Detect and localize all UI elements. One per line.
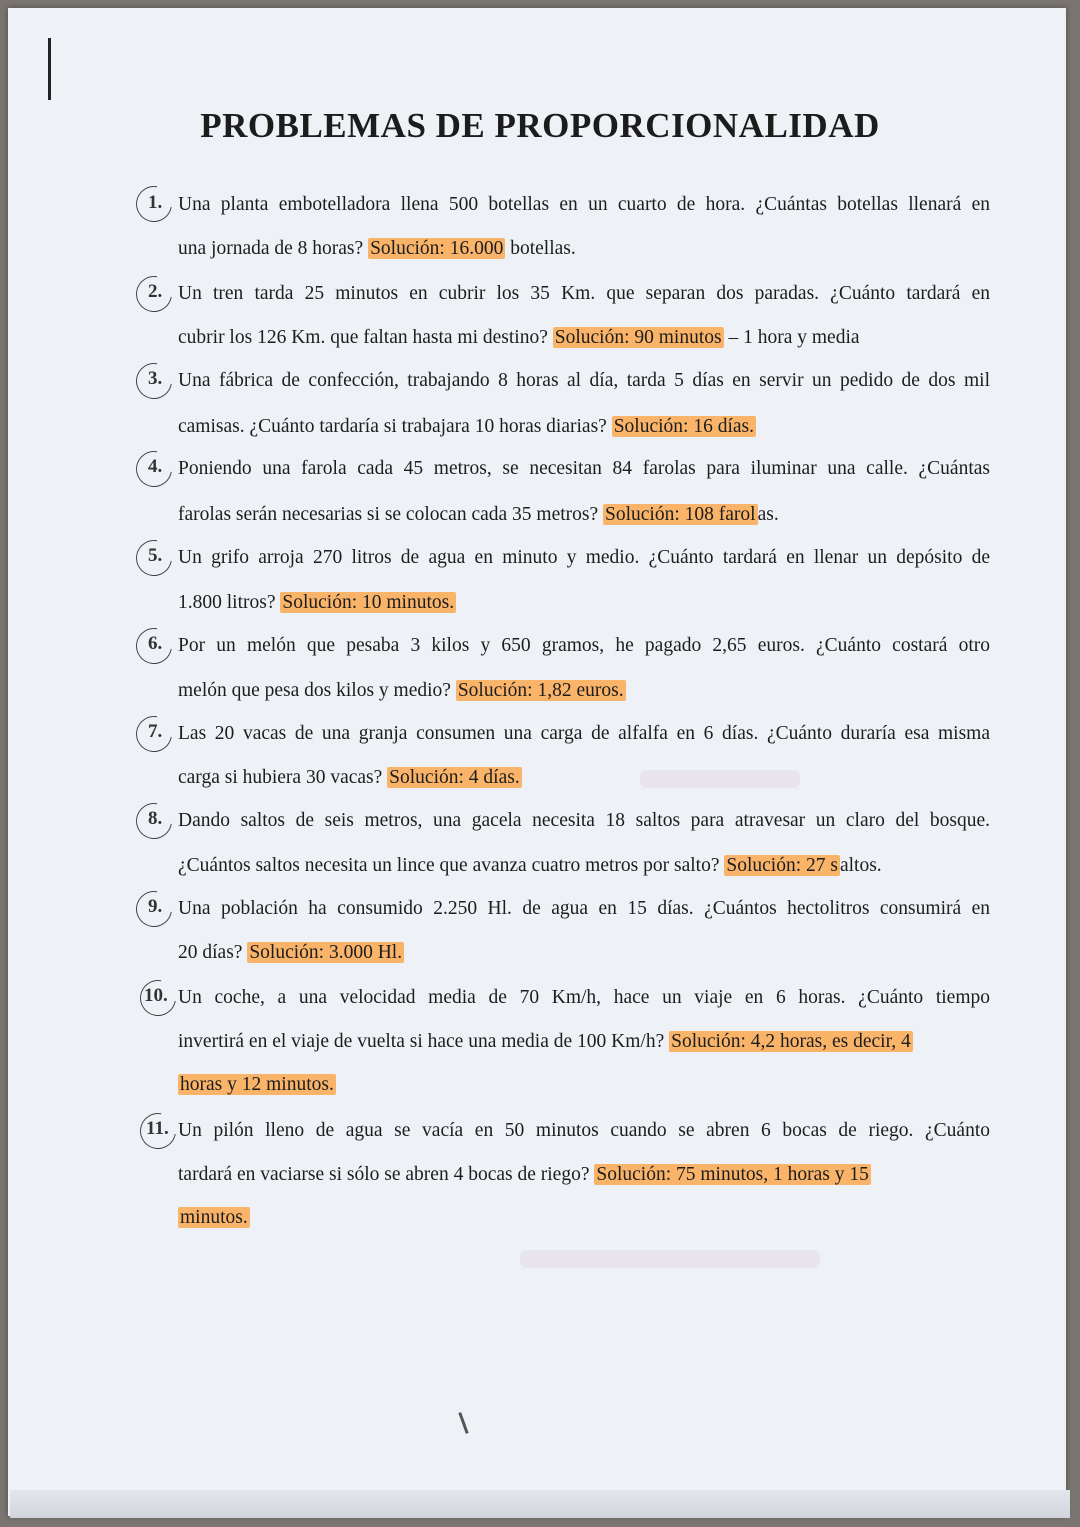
problem-number: 7. xyxy=(148,721,163,742)
solution-highlight: Solución: 16.000 xyxy=(370,238,504,259)
problem-text: Las 20 vacas de una granja consumen una carga de alfalfa en 6 días. ¿Cuánto duraría esa misma xyxy=(178,723,990,744)
problem-text-2: ¿Cuántos saltos necesita un lince que avanza cuatro metros por salto? Solución: 27 s altos. xyxy=(178,855,882,876)
problem-text-2: camisas. ¿Cuánto tardaría si trabajara 10 horas diarias? Solución: 16 días. xyxy=(178,416,754,437)
problem-text: Una planta embotelladora llena 500 botellas en un cuarto de hora. ¿Cuántas botellas llenará en xyxy=(178,194,990,215)
problem-number: 5. xyxy=(148,545,163,566)
problem-text-3 xyxy=(178,1072,990,1098)
problem-number: 4. xyxy=(148,456,163,477)
solution-highlight: Solución: 27 s xyxy=(726,855,838,876)
problem-text-2: invertirá en el viaje de vuelta si hace una media de 100 Km/h? Solución: 4,2 horas, es decir, 4 xyxy=(178,1031,911,1052)
problem-text: Un tren tarda 25 minutos en cubrir los 35 Km. que separan dos paradas. ¿Cuánto tardará en xyxy=(178,283,990,304)
problem-text-2: melón que pesa dos kilos y medio? Solución: 1,82 euros. xyxy=(178,680,624,701)
margin-mark xyxy=(48,38,51,100)
paper-sheet xyxy=(8,8,1066,1516)
problem-number: 3. xyxy=(148,368,163,389)
problem-text: Un pilón lleno de agua se vacía en 50 minutos cuando se abren 6 bocas de riego. ¿Cuánto xyxy=(178,1120,990,1141)
problem-text: Una población ha consumido 2.250 Hl. de agua en 15 días. ¿Cuántos hectolitros consumirá en xyxy=(178,898,990,919)
problem-text-2: una jornada de 8 horas? Solución: 16.000 botellas. xyxy=(178,238,576,259)
problem-number: 6. xyxy=(148,633,163,654)
solution-highlight: Solución: 90 minutos xyxy=(554,327,722,348)
solution-highlight: Solución: 1,82 euros. xyxy=(457,680,624,701)
problem-text: Un coche, a una velocidad media de 70 Km/h, hace un viaje en 6 horas. ¿Cuánto tiempo xyxy=(178,987,990,1008)
problem-text: Un grifo arroja 270 litros de agua en minuto y medio. ¿Cuánto tardará en llenar un depósito de xyxy=(178,547,990,568)
problem-number: 8. xyxy=(148,808,163,829)
problem-text-2: farolas serán necesarias si se colocan cada 35 metros? Solución: 108 farol as. xyxy=(178,504,779,525)
solution-highlight: Solución: 75 minutos, 1 horas y 15 xyxy=(596,1164,869,1185)
problem-number: 1. xyxy=(148,192,163,213)
problem-text-2: 1.800 litros? Solución: 10 minutos. xyxy=(178,592,455,613)
paper-edge xyxy=(10,1490,1070,1518)
solution-highlight: minutos. xyxy=(180,1207,248,1228)
problem-text: Una fábrica de confección, trabajando 8 horas al día, tarda 5 días en servir un pedido de dos mil xyxy=(178,370,990,391)
problem-text-2: cubrir los 126 Km. que faltan hasta mi destino? Solución: 90 minutos – 1 hora y media xyxy=(178,327,860,348)
problem-text: Dando saltos de seis metros, una gacela necesita 18 saltos para atravesar un claro del bosque. xyxy=(178,810,990,831)
solution-highlight: Solución: 4,2 horas, es decir, 4 xyxy=(671,1031,911,1052)
problem-text-2: carga si hubiera 30 vacas? Solución: 4 días. xyxy=(178,767,520,788)
bleed-through xyxy=(520,1250,820,1268)
solution-highlight: Solución: 108 farol xyxy=(605,504,756,525)
solution-highlight: Solución: 16 días. xyxy=(613,416,754,437)
problem-number: 10. xyxy=(144,985,168,1006)
problem-text-2: 20 días? Solución: 3.000 Hl. xyxy=(178,942,403,963)
solution-highlight: Solución: 4 días. xyxy=(389,767,520,788)
page-title: PROBLEMAS DE PROPORCIONALIDAD xyxy=(200,106,880,145)
problem-text: Por un melón que pesaba 3 kilos y 650 gramos, he pagado 2,65 euros. ¿Cuánto costará otro xyxy=(178,635,990,656)
problem-number: 2. xyxy=(148,281,163,302)
problem-text-2: tardará en vaciarse si sólo se abren 4 bocas de riego? Solución: 75 minutos, 1 horas y 15 xyxy=(178,1164,869,1185)
problem-number: 9. xyxy=(148,896,163,917)
problem-text: Poniendo una farola cada 45 metros, se necesitan 84 farolas para iluminar una calle. ¿Cuántas xyxy=(178,458,990,479)
solution-highlight: Solución: 3.000 Hl. xyxy=(249,942,403,963)
solution-highlight: horas y 12 minutos. xyxy=(180,1074,334,1095)
problem-text-3 xyxy=(178,1205,990,1231)
solution-highlight: Solución: 10 minutos. xyxy=(282,592,455,613)
problem-number: 11. xyxy=(146,1118,169,1139)
